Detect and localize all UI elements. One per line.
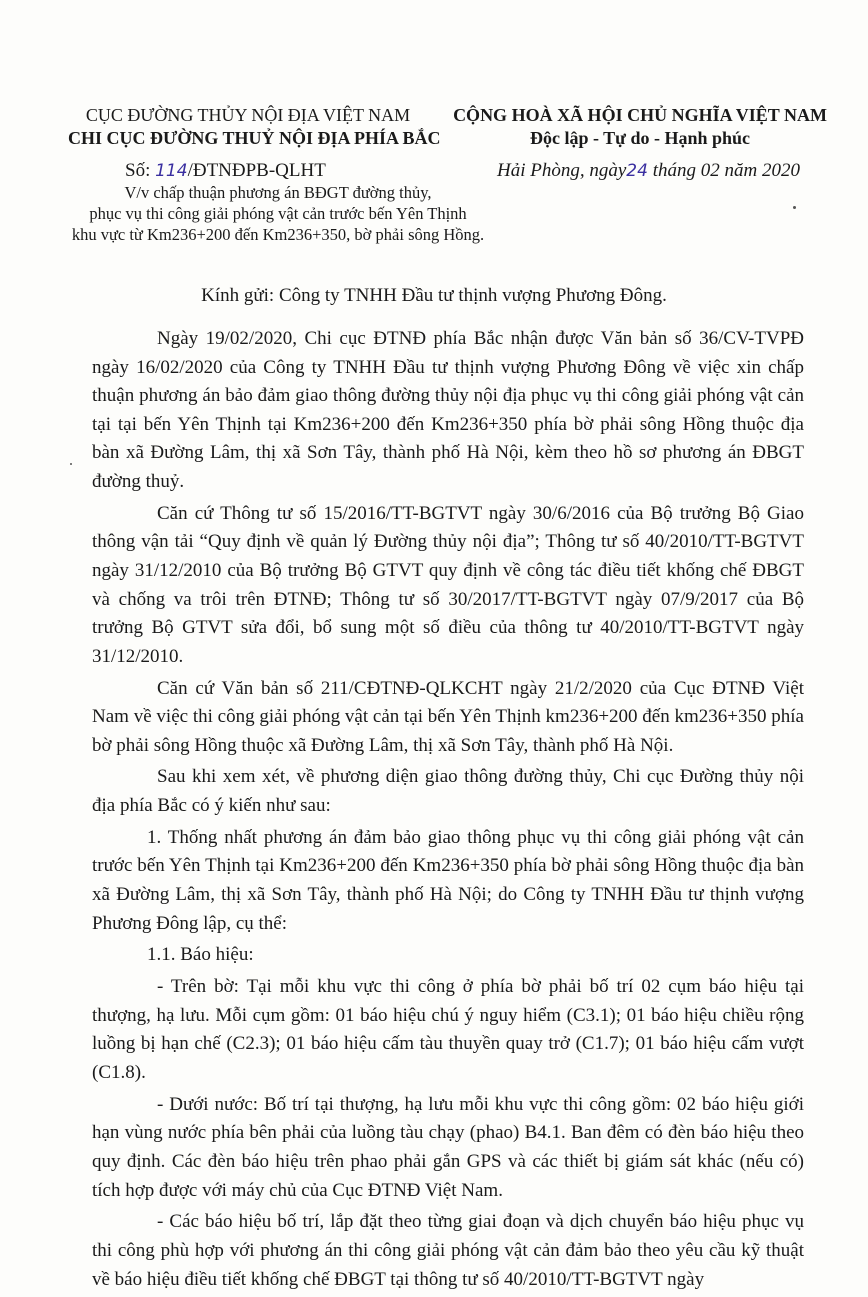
recipient-line: Kính gửi: Công ty TNHH Đầu tư thịnh vượng Phương Đông. — [201, 285, 667, 306]
paragraph: - Trên bờ: Tại mỗi khu vực thi công ở phía bờ phải bố trí 02 cụm báo hiệu tại thượng, hạ lưu. Mỗi cụm gồm: 01 báo hiệu chú ý nguy hiểm (C3.1); 01 báo hiệu chiều rộng luồng bị hạn chế (C2.3); 01 báo hiệu cấm tàu thuyền quay trở (C1.7); 01 báo hiệu cấm vượt (C1.8). — [92, 976, 804, 1083]
paragraph: 1. Thống nhất phương án đảm bảo giao thông phục vụ thi công giải phóng vật cản trước bến Yên Thịnh tại Km236+200 đến Km236+350 phía bờ phải sông Hồng thuộc địa bàn xã Đường Lâm, thị xã Sơn Tây, thành phố Hà Nội; do Công ty TNHH Đầu tư thịnh vượng Phương Đông lập, cụ thể: — [92, 826, 804, 934]
subject-line: phục vụ thi công giải phóng vật cản trước bến Yên Thịnh — [89, 204, 467, 223]
subject-line: khu vực từ Km236+200 đến Km236+350, bờ phải sông Hồng. — [71, 225, 485, 244]
paragraph: - Dưới nước: Bố trí tại thượng, hạ lưu mỗi khu vực thi công gồm: 02 báo hiệu giới hạn vùng nước phía bên phải của luồng tàu chạy (phao) B4.1. Ban đêm có đèn báo hiệu theo quy định. Các đèn báo hiệu trên phao phải gắn GPS và các thiết bị giám sát khác (nếu có) tích hợp được với máy chủ của Cục ĐTNĐ Việt Nam. — [92, 1093, 804, 1201]
paragraph: Căn cứ Văn bản số 211/CĐTNĐ-QLKCHT ngày 21/2/2020 của Cục ĐTNĐ Việt Nam về việc thi công giải phóng vật cản tại bến Yên Thịnh km236+200 đến km236+350 phía bờ phải sông Hồng thuộc xã Đường Lâm, thị xã Sơn Tây, thành phố Hà Nội. — [92, 677, 804, 756]
parent-agency: CỤC ĐƯỜNG THỦY NỘI ĐỊA VIỆT NAM — [85, 105, 411, 125]
nation-title: CỘNG HOÀ XÃ HỘI CHỦ NGHĨA VIỆT NAM — [453, 105, 827, 125]
subject-summary — [58, 182, 498, 245]
document-body — [92, 325, 804, 1297]
motto: Độc lập - Tự do - Hạnh phúc — [529, 128, 751, 148]
subject-line: V/v chấp thuận phương án BĐGT đường thủy, — [124, 183, 432, 202]
paragraph: 1.1. Báo hiệu: — [147, 944, 254, 966]
place-date: Hải Phòng, ngày24 tháng 02 năm 2020 — [497, 160, 800, 181]
agency-name: CHI CỤC ĐƯỜNG THUỶ NỘI ĐỊA PHÍA BẮC — [68, 128, 441, 148]
handwritten-day: 24 — [626, 161, 648, 181]
paragraph: Căn cứ Thông tư số 15/2016/TT-BGTVT ngày 30/6/2016 của Bộ trưởng Bộ Giao thông vận tải “Quy định về quản lý Đường thủy nội địa”; Thông tư số 40/2010/TT-BGTVT ngày 31/12/2010 của Bộ trưởng Bộ GTVT quy định về công tác điều tiết khống chế ĐBGT và chống va trôi trên ĐTNĐ; Thông tư số 30/2017/TT-BGTVT ngày 07/9/2017 của Bộ trưởng Bộ GTVT sửa đổi, bổ sung một số điều của thông tư 40/2010/TT-BGTVT ngày 31/12/2010. — [92, 502, 804, 667]
scan-speck — [70, 463, 72, 465]
national-heading-block — [440, 104, 840, 150]
paragraph: Sau khi xem xét, về phương diện giao thông đường thủy, Chi cục Đường thủy nội địa phía Bắc có ý kiến như sau: — [92, 766, 804, 817]
handwritten-number: 114 — [155, 161, 188, 181]
issuing-agency-block — [68, 104, 441, 150]
paragraph: Ngày 19/02/2020, Chi cục ĐTNĐ phía Bắc nhận được Văn bản số 36/CV-TVPĐ ngày 16/02/2020 của Công ty TNHH Đầu tư thịnh vượng Phương Đông về việc xin chấp thuận phương án bảo đảm giao thông đường thủy nội địa phục vụ thi công giải phóng vật cản tại tại bến Yên Thịnh tại Km236+200 đến Km236+350 phía bờ phải sông Hồng thuộc địa bàn xã Đường Lâm, thị xã Sơn Tây, thành phố Hà Nội, kèm theo hồ sơ phương án ĐBGT đường thuỷ. — [92, 328, 804, 492]
scan-speck — [793, 206, 796, 209]
document-number: Số: 114/ĐTNĐPB-QLHT — [125, 160, 326, 181]
paragraph: - Các báo hiệu bố trí, lắp đặt theo từng giai đoạn và dịch chuyển báo hiệu phục vụ thi công phù hợp với phương án thi công giải phóng vật cản đảm bảo theo yêu cầu kỹ thuật về báo hiệu điều tiết khống chế ĐBGT tại thông tư số 40/2010/TT-BGTVT ngày — [92, 1211, 804, 1290]
